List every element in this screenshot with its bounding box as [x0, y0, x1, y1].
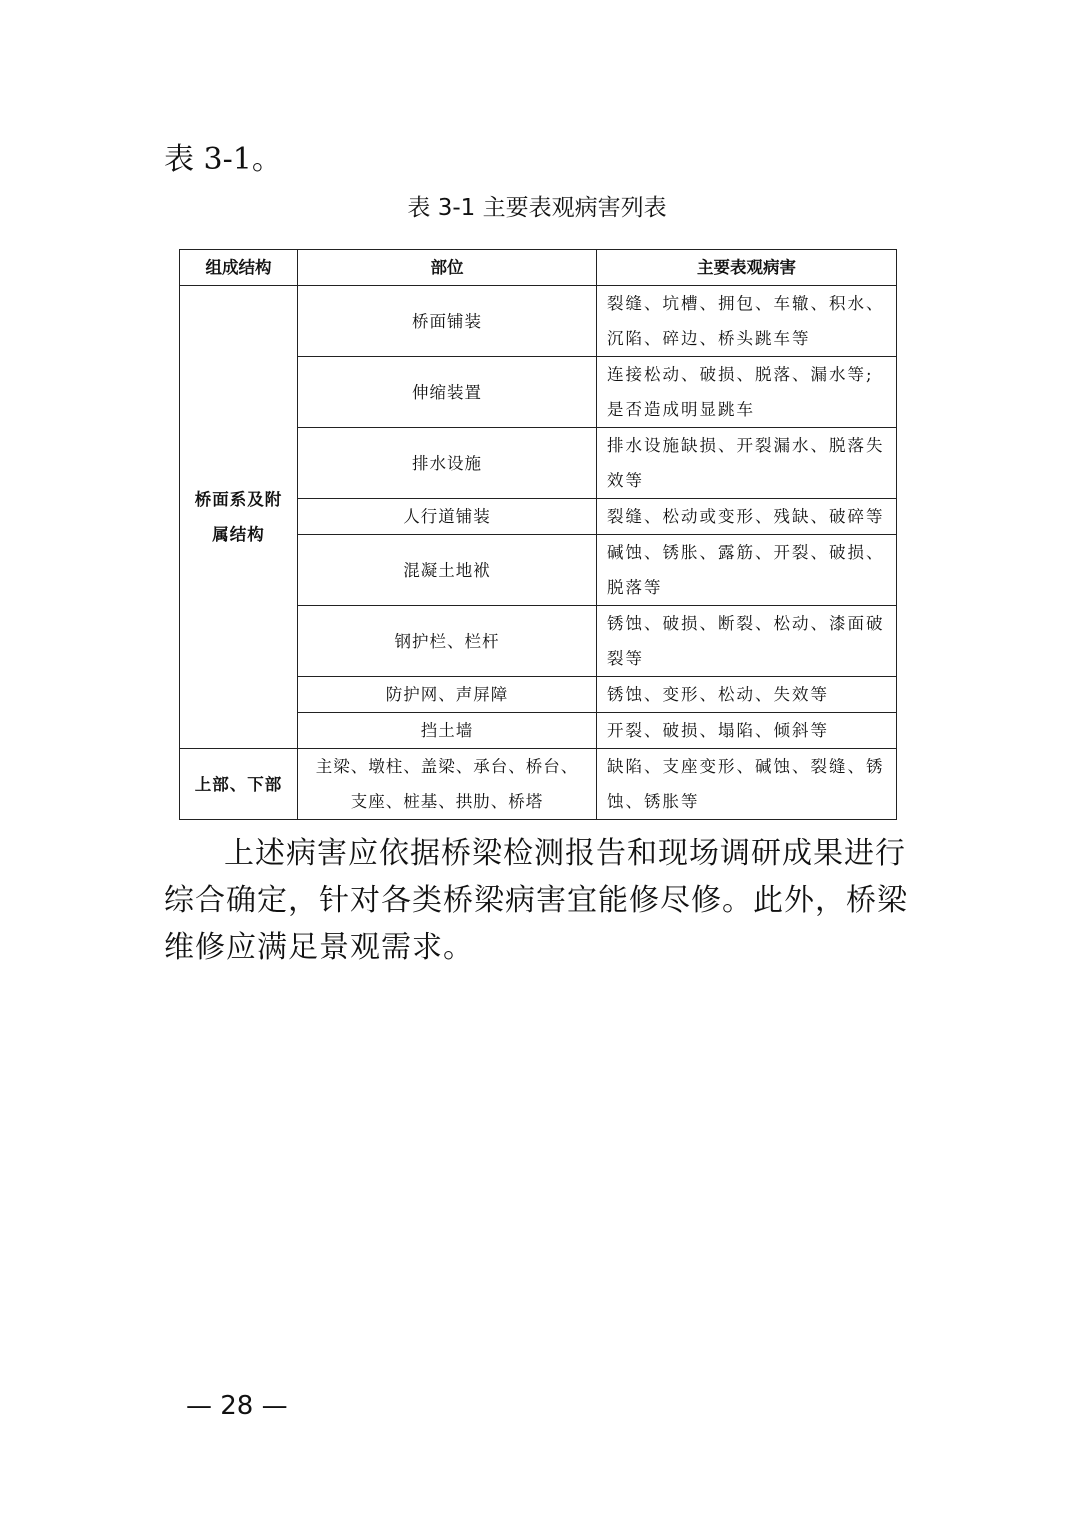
table-row [180, 286, 897, 357]
damage-cell: 排水设施缺损、开裂漏水、脱落失效等 [597, 428, 897, 499]
damage-cell: 裂缝、坑槽、拥包、车辙、积水、沉陷、碎边、桥头跳车等 [597, 286, 897, 357]
part-cell: 人行道铺装 [298, 499, 597, 535]
table-caption: 表 3-1 主要表观病害列表 [407, 195, 667, 221]
damage-cell: 碱蚀、锈胀、露筋、开裂、破损、脱落等 [597, 535, 897, 606]
part-cell: 伸缩装置 [298, 357, 597, 428]
part-cell: 混凝土地袱 [298, 535, 597, 606]
damage-cell: 缺陷、支座变形、碱蚀、裂缝、锈蚀、锈胀等 [597, 749, 897, 820]
header-part: 部位 [298, 250, 597, 286]
table-header-row [180, 250, 897, 286]
disease-table [179, 249, 897, 820]
header-structure: 组成结构 [180, 250, 298, 286]
part-cell: 挡土墙 [298, 713, 597, 749]
intro-text: 表 3-1。 [164, 142, 282, 177]
part-cell: 钢护栏、栏杆 [298, 606, 597, 677]
page-number: — 28 — [186, 1391, 288, 1421]
damage-cell: 锈蚀、破损、断裂、松动、漆面破裂等 [597, 606, 897, 677]
table-row [180, 749, 897, 820]
damage-cell: 连接松动、破损、脱落、漏水等;是否造成明显跳车 [597, 357, 897, 428]
damage-cell: 开裂、破损、塌陷、倾斜等 [597, 713, 897, 749]
part-cell: 主梁、墩柱、盖梁、承台、桥台、支座、桩基、拱肋、桥塔 [298, 749, 597, 820]
damage-cell: 裂缝、松动或变形、残缺、破碎等 [597, 499, 897, 535]
structure-cell: 上部、下部 [180, 749, 298, 820]
body-paragraph: 上述病害应依据桥梁检测报告和现场调研成果进行综合确定，针对各类桥梁病害宜能修尽修。此外，桥梁维修应满足景观需求。 [164, 836, 908, 965]
header-damage: 主要表观病害 [597, 250, 897, 286]
structure-cell: 桥面系及附属结构 [180, 286, 298, 749]
part-cell: 桥面铺装 [298, 286, 597, 357]
part-cell: 排水设施 [298, 428, 597, 499]
part-cell: 防护网、声屏障 [298, 677, 597, 713]
damage-cell: 锈蚀、变形、松动、失效等 [597, 677, 897, 713]
